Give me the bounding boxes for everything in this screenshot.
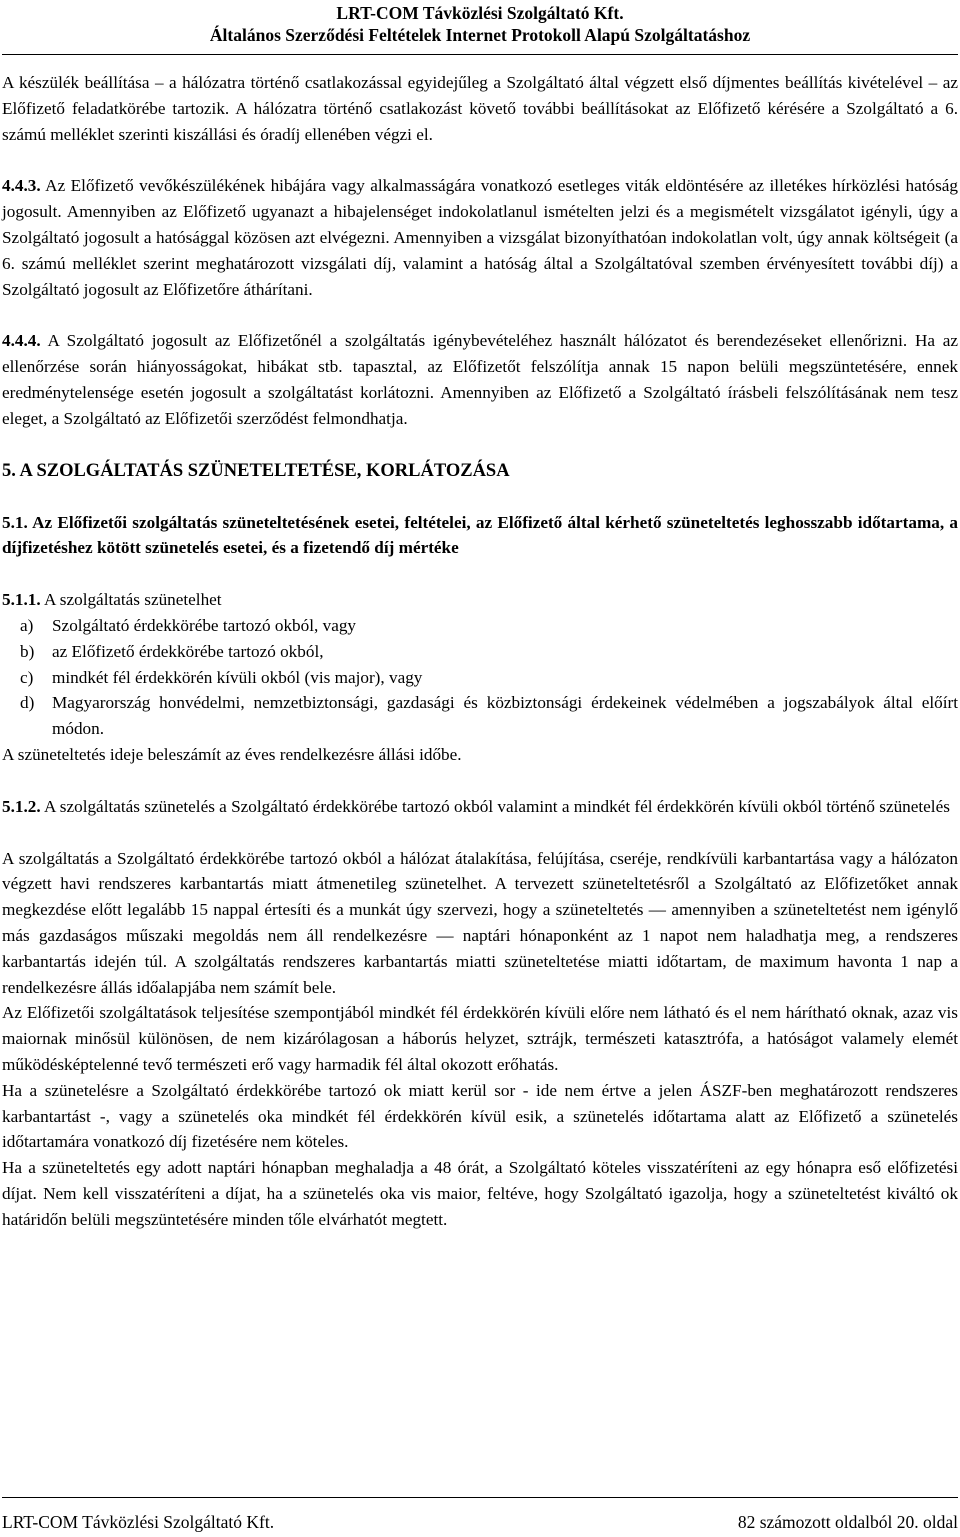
section-4-4-4 <box>2 328 958 431</box>
section-5-1-1 <box>2 587 958 613</box>
header-divider <box>2 54 958 55</box>
section-5-1-2 <box>2 794 958 820</box>
section-number: 5.1.1. <box>2 590 41 610</box>
paragraph-vis-maior: Az Előfizetői szolgáltatások teljesítése szempontjából mindkét fél érdekkörén kívüli előre nem látható és el nem hárítható oknak, azaz vis maiornak minősül különösen, de nem kizárólagosan a háborús helyzet, sztrájk, természeti katasztrófa, a hatóságot valamely elemét működésképtelenné tevő természeti erő vagy harmadik fél által okozott erőhatás. <box>2 1003 958 1074</box>
list-item: c) mindkét fél érdekkörén kívüli okból (vis major), vagy <box>20 667 423 687</box>
document-body <box>0 70 960 1232</box>
list-item: d) Magyarország honvédelmi, nemzetbiztonsági, gazdasági és közbiztonsági érdekeinek védelmében a jogszabályok által előírt módon. <box>20 693 958 739</box>
paragraph-device-setup: A készülék beállítása – a hálózatra történő csatlakozással egyidejűleg a Szolgáltató által végzett első díjmentes beállítás kivételével – az Előfizető feladatkörébe tartozik. A hálózatra történő csatlakozást követő további beállításokat az Előfizető kérésére a Szolgáltató a 6. számú melléklet szerinti kiszállási és óradíj ellenében végzi el. <box>2 73 958 144</box>
section-number: 4.4.3. <box>2 176 41 196</box>
paragraph-availability-note: A szüneteltetés ideje beleszámít az éves rendelkezésre állási időbe. <box>2 744 462 764</box>
section-4-4-3 <box>2 173 958 302</box>
section-5-1-heading: 5.1. Az Előfizetői szolgáltatás szüneteltetésének esetei, feltételei, az Előfizető által kérhető szüneteltetés leghosszabb időtartama, a díjfizetéshez kötött szünetelés esetei, és a fizetendő díj mértéke <box>2 512 958 558</box>
suspension-reasons-list <box>2 613 958 742</box>
list-item: b) az Előfizető érdekkörébe tartozó okból, <box>20 641 324 661</box>
section-text: Az Előfizető vevőkészülékének hibájára vagy alkalmasságára vonatkozó esetleges viták eldöntésére az illetékes hírközlési hatóság jogosult. Amennyiben az Előfizető ugyanazt a hibajelenséget indokolatlanul ismételten jelzi és a megismételt vizsgálatot igényli, úgy a Szolgáltató jogosult a hatósággal közösen azt elvégezni. Amennyiben a vizsgálat bizonyíthatóan indokolatlan volt, úgy annak költségeit (a 6. számú melléklet szerint meghatározott vizsgálati díj, valamint a hatóság által a Szolgáltatóval szemben érvényesített további díj) a Szolgáltató jogosult az Előfizetőre áthárítani. <box>2 176 958 299</box>
section-text: A Szolgáltató jogosult az Előfizetőnél a szolgáltatás igénybevételéhez használt hálózatot és berendezéseket ellenőrizni. Ha az ellenőrzése során hiányosságokat, hibákat stb. tapasztal, az Előfizetőt felszólítja annak 15 napon belüli megszüntetésére, ennek eredménytelensége esetén jogosult a szolgáltatást korlátozni. Amennyiben az Előfizető a Szolgáltató írásbeli felszólításának nem tesz eleget, a Szolgáltató az Előfizetői szerződést felmondhatja. <box>2 331 958 428</box>
section-text: A szolgáltatás szünetelés a Szolgáltató érdekkörébe tartozó okból valamint a mindkét fél érdekkörén kívüli okból történő szünetelés <box>40 796 950 816</box>
header-document-title: Általános Szerződési Feltételek Internet Protokoll Alapú Szolgáltatáshoz <box>209 25 751 45</box>
footer-divider <box>2 1497 958 1498</box>
footer-company: LRT-COM Távközlési Szolgáltató Kft. <box>2 1512 275 1532</box>
paragraph-refund: Ha a szüneteltetés egy adott naptári hónapban meghaladja a 48 órát, a Szolgáltató köteles visszatéríteni az egy hónapra eső előfizetési díjat. Nem kell visszatéríteni a díjat, ha a szünetelés oka vis maior, feltéve, hogy Szolgáltató igazolja, hogy a szüneteltetést kiváltó ok határidőn belüli megszüntetésére minden tőle elvárhatót megtett. <box>2 1158 958 1229</box>
section-5-heading: 5. A SZOLGÁLTATÁS SZÜNETELTETÉSE, KORLÁTOZÁSA <box>2 460 510 481</box>
list-item: a) Szolgáltató érdekkörébe tartozó okból, vagy <box>20 615 357 635</box>
paragraph-fee-exemption: Ha a szünetelésre a Szolgáltató érdekkörébe tartozó ok miatt kerül sor - ide nem értve a jelen ÁSZF-ben meghatározott rendszeres karbantartást -, vagy a szünetelés oka mindkét fél érdekkörén kívül esik, a szünetelés időtartama alatt az Előfizető a szünetelés időtartamára vonatkozó díj fizetésére nem köteles. <box>2 1080 958 1152</box>
section-number: 4.4.4. <box>2 331 41 351</box>
header-company: LRT-COM Távközlési Szolgáltató Kft. <box>336 3 624 23</box>
section-number: 5.1.2. <box>2 796 41 816</box>
page-footer <box>2 1510 958 1536</box>
paragraph-maintenance: A szolgáltatás a Szolgáltató érdekkörébe tartozó okból a hálózat átalakítása, felújítása, cseréje, rendkívüli karbantartása vagy a hálózaton végzett havi rendszeres karbantartás miatt átmenetileg szünetelhet. A tervezett szüneteltetésről a Szolgáltató az Előfizetőket annak megkezdése előtt legalább 15 nappal értesíti és a munkát úgy szervezi, hogy a szüneteltetés ― amennyiben a szüneteltetést nem igénylő más gazdaságos műszaki megoldás nem áll rendelkezésre ― naptári hónaponként az 1 napot nem haladhatja meg, a rendszeres karbantartás idején túl. A szolgáltatás rendszeres karbantartás miatti szüneteltetése miatti időtartam, de maximum havonta 1 nap a rendelkezésre állás időalapjába nem számít bele. <box>2 848 958 997</box>
page-header <box>0 0 960 50</box>
section-text: A szolgáltatás szünetelhet <box>40 590 222 610</box>
page-number: 82 számozott oldalból 20. oldal <box>737 1512 958 1532</box>
